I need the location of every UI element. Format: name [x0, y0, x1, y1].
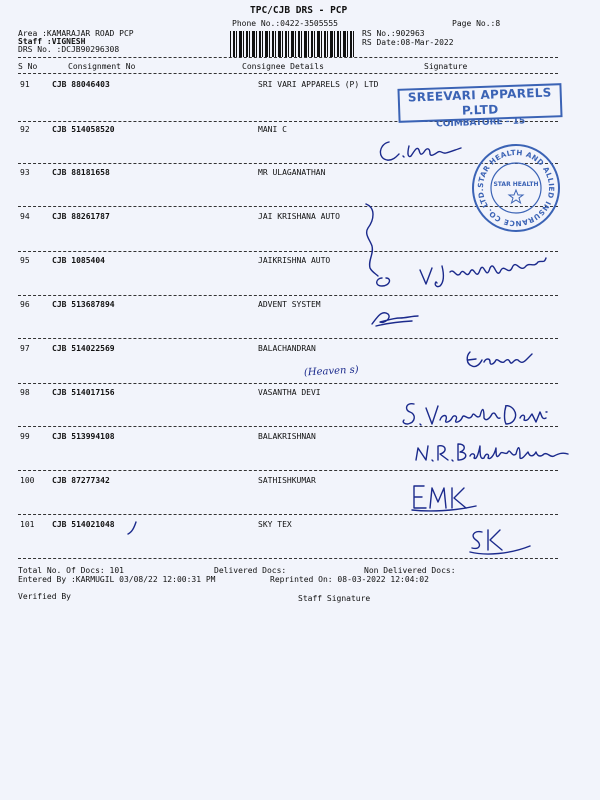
row-consignee: BALAKRISHNAN — [258, 432, 316, 441]
signature-balakrishnan — [412, 438, 582, 468]
total-docs: Total No. Of Docs: 101 — [18, 566, 124, 575]
row-divider — [18, 338, 558, 339]
row-sno: 94 — [20, 212, 30, 221]
row-consignment: CJB 87277342 — [52, 476, 110, 485]
drs-number: DRS No. :DCJB90296308 — [18, 45, 120, 54]
col-signature: Signature — [424, 62, 468, 71]
barcode — [230, 31, 355, 57]
row-consignment: CJB 88261787 — [52, 212, 110, 221]
row-sno: 93 — [20, 168, 30, 177]
divider — [18, 57, 558, 58]
signature-jaikrishna — [360, 202, 560, 292]
row-consignment: CJB 514017156 — [52, 388, 115, 397]
col-consignment: Consignment No — [68, 62, 136, 71]
row-consignee: ADVENT SYSTEM — [258, 300, 321, 309]
row-divider — [18, 514, 558, 515]
row-consignment: CJB 513687894 — [52, 300, 115, 309]
area-label: Area :KAMARAJAR ROAD PCP — [18, 29, 134, 38]
signature-advent — [366, 306, 426, 328]
phone-number: Phone No.:0422-3505555 — [232, 19, 338, 28]
row-consignee: SKY TEX — [258, 520, 292, 529]
row-consignment: CJB 514021048 — [52, 520, 115, 529]
non-delivered-docs: Non Delivered Docs: — [364, 566, 456, 575]
signature-c-mani — [375, 136, 485, 166]
staff-label: Staff :VIGNESH — [18, 37, 86, 46]
company-stamp — [397, 83, 562, 130]
row-consignee: BALACHANDRAN — [258, 344, 316, 353]
row-consignment: CJB 514022569 — [52, 344, 115, 353]
row-consignee: MANI C — [258, 125, 287, 134]
row-sno: 100 — [20, 476, 35, 485]
row-divider — [18, 470, 558, 471]
document-title: TPC/CJB DRS - PCP — [250, 5, 348, 16]
row-sno: 99 — [20, 432, 30, 441]
verified-by: Verified By — [18, 592, 71, 601]
row-sno: 101 — [20, 520, 35, 529]
col-sno: S No — [18, 62, 38, 71]
row-divider — [18, 383, 558, 384]
row-divider — [18, 558, 558, 559]
row-consignment: CJB 88181658 — [52, 168, 110, 177]
row-consignee: SATHISHKUMAR — [258, 476, 316, 485]
col-consignee: Consignee Details — [242, 62, 324, 71]
rs-number: RS No.:902963 — [362, 29, 425, 38]
row-sno: 97 — [20, 344, 30, 353]
row-divider — [18, 295, 558, 296]
row-consignee: JAIKRISHNA AUTO — [258, 256, 331, 265]
delivered-docs: Delivered Docs: — [214, 566, 287, 575]
stamp-line2: COIMBATORE - 15 — [436, 116, 526, 130]
row-consignment: CJB 513994108 — [52, 432, 115, 441]
row-consignee: JAI KRISHANA AUTO — [258, 212, 340, 221]
signature-sk — [466, 524, 536, 558]
signature-easwari — [462, 344, 542, 374]
row-consignment: CJB 514058520 — [52, 125, 115, 134]
reprinted-on: Reprinted On: 08-03-2022 12:04:02 — [270, 575, 429, 584]
row-consignee: VASANTHA DEVI — [258, 388, 321, 397]
row-consignee: MR ULAGANATHAN — [258, 168, 326, 177]
tick-mark — [126, 520, 140, 536]
entered-by: Entered By :KARMUGIL 03/08/22 12:00:31 PM — [18, 575, 216, 584]
seal-ring-text: STAR HEALTH AND ALLIED INSURANCE CO. LTD. — [475, 147, 557, 229]
row-sno: 95 — [20, 256, 30, 265]
row-consignment: CJB 1085404 — [52, 256, 105, 265]
row-sno: 92 — [20, 125, 30, 134]
signature-vasantha-devi — [400, 398, 560, 432]
row-consignee: SRI VARI APPARELS (P) LTD — [258, 80, 379, 89]
row-sno: 96 — [20, 300, 30, 309]
row-sno: 91 — [20, 80, 30, 89]
divider — [18, 73, 558, 74]
stamp-line1: SREEVARI APPARELS P.LTD — [407, 85, 552, 118]
row-sno: 98 — [20, 388, 30, 397]
seal-center-text: STAR HEALTH — [493, 181, 539, 188]
rs-date: RS Date:08-Mar-2022 — [362, 38, 454, 47]
staff-signature-label: Staff Signature — [298, 594, 371, 603]
handwritten-note: (Heaven s) — [303, 364, 359, 379]
page-number: Page No.:8 — [452, 19, 501, 28]
row-consignment: CJB 88046403 — [52, 80, 110, 89]
signature-emk — [410, 482, 480, 512]
